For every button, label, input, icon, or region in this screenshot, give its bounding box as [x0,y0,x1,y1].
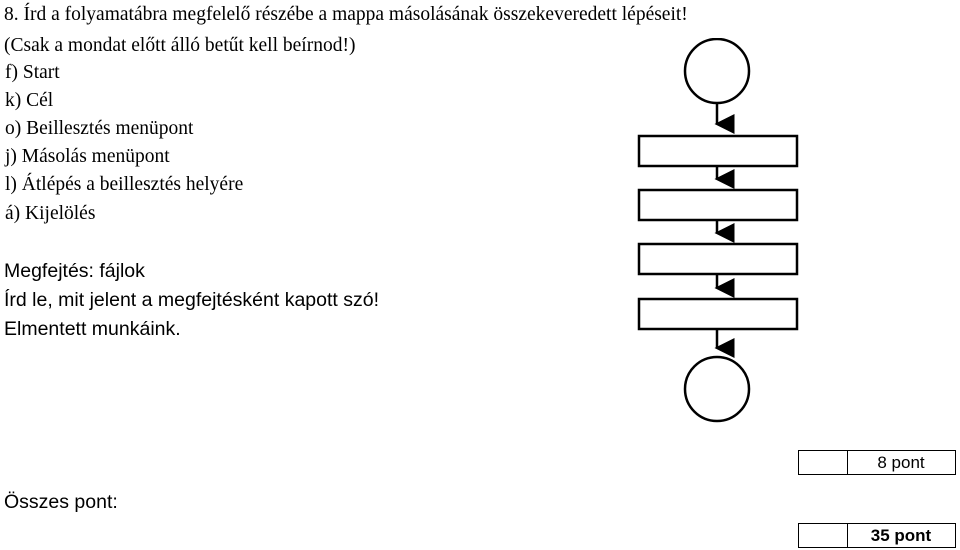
option-item: á) Kijelölés [5,203,96,224]
start-circle [685,39,749,103]
task-instruction: (Csak a mondat előtt álló betűt kell beírnod!) [4,35,356,56]
step-box-4 [639,299,797,329]
step-box-3 [639,244,797,274]
option-item: o) Beillesztés menüpont [5,118,194,139]
solution-text: Megfejtés: fájlok [4,260,145,282]
answer-text: Elmentett munkáink. [4,318,181,340]
step-box-1 [639,136,797,166]
total-points: 35 pont [870,525,932,545]
option-item: l) Átlépés a beillesztés helyére [5,174,244,195]
option-item: j) Másolás menüpont [5,146,170,167]
end-circle [685,357,749,421]
task-title: 8. Írd a folyamatábra megfelelő részébe a mappa másolásának összekeveredett lépéseit! [4,4,688,25]
total-label: Összes pont: [4,491,118,513]
task-score-box [798,450,956,475]
flowchart [630,38,810,423]
step-box-2 [639,190,797,220]
question-text: Írd le, mit jelent a megfejtésként kapott szó! [4,289,380,311]
option-item: f) Start [5,62,60,83]
option-item: k) Cél [5,90,54,111]
total-score-box [798,523,956,548]
score-blank-cell [799,451,848,474]
score-blank-cell [799,524,848,547]
task-points: 8 pont [877,452,925,472]
